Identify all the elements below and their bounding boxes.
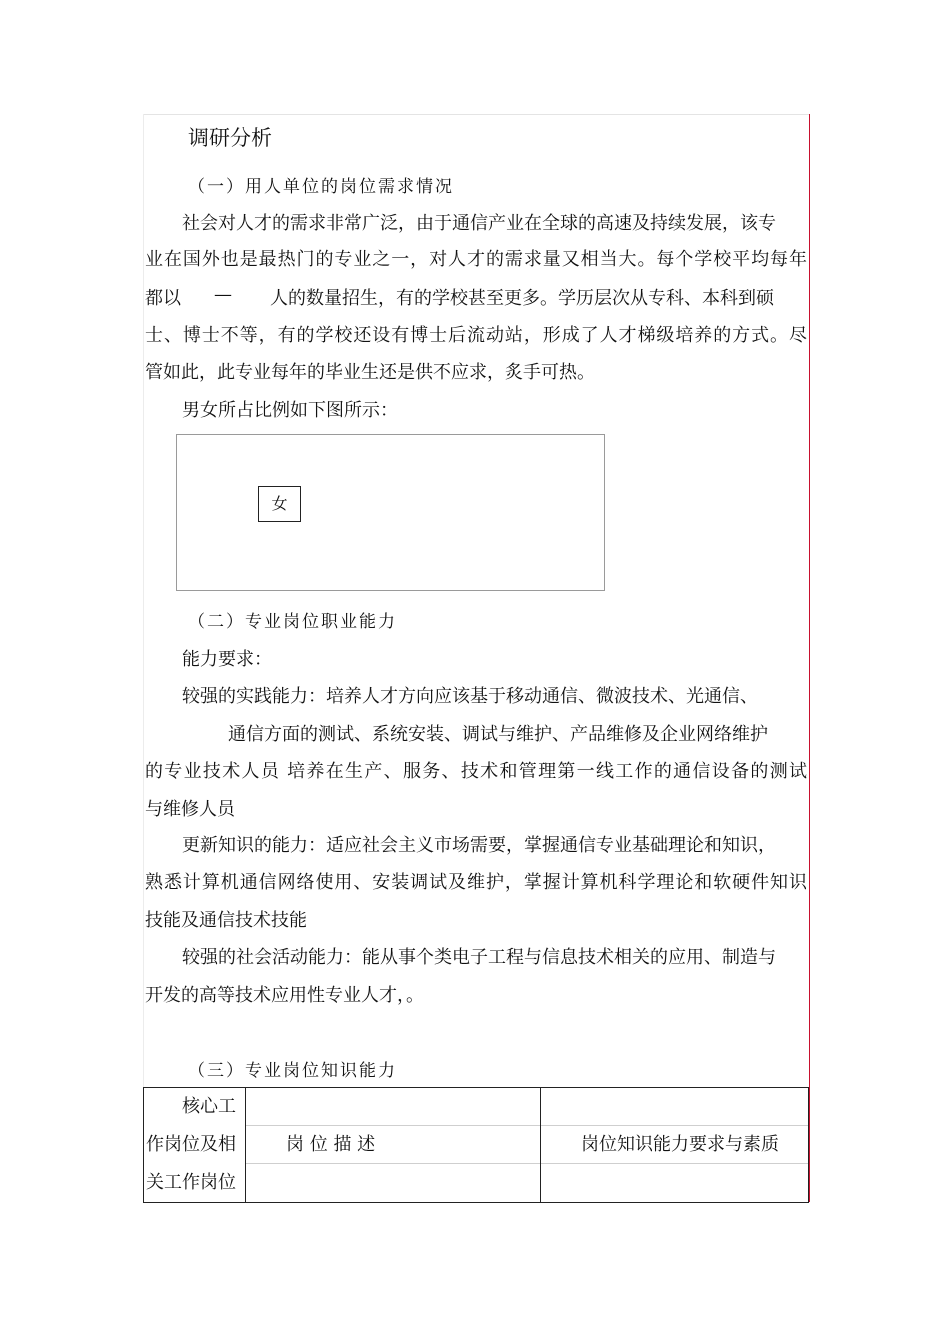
subsection-heading-2: （二）专业岗位职业能力 xyxy=(188,612,397,632)
position-description-label: 岗 位 描 述 xyxy=(246,1126,540,1164)
ability-requirement-label: 能力要求： xyxy=(182,649,272,670)
empty-subrow xyxy=(246,1164,540,1202)
page-frame-top xyxy=(143,114,809,115)
section-title: 调研分析 xyxy=(188,126,272,150)
practice-ability-line: 较强的实践能力：培养人才方向应该基于移动通信、微波技术、光通信、 xyxy=(182,686,758,707)
practice-ability-line: 通信方面的测试、系统安装、调试与维护、产品维修及企业网络维护 xyxy=(228,724,768,745)
core-position-header xyxy=(144,1088,246,1203)
paragraph-line-rest: 人的数量招生，有的学校甚至更多。学历层次从专科、本科到硕 xyxy=(270,288,774,309)
empty-subrow xyxy=(541,1164,808,1202)
knowledge-requirement-label: 岗位知识能力要求与素质 xyxy=(541,1126,808,1164)
paragraph-line: 管如此，此专业每年的毕业生还是供不应求，炙手可热。 xyxy=(145,362,595,383)
paragraph-line: 社会对人才的需求非常广泛，由于通信产业在全球的高速及持续发展，该专 xyxy=(182,213,776,234)
header-line: 核心工 xyxy=(182,1096,236,1117)
social-ability-line: 较强的社会活动能力：能从事个类电子工程与信息技术相关的应用、制造与 xyxy=(182,947,776,968)
paragraph-line: 士、博士不等，有的学校还设有博士后流动站，形成了人才梯级培养的方式。尽 xyxy=(145,325,807,346)
chart-legend-female: 女 xyxy=(258,486,301,522)
empty-subrow xyxy=(246,1088,540,1126)
paragraph-line-start: 都以 xyxy=(145,288,181,309)
update-ability-line: 技能及通信技术技能 xyxy=(145,910,307,931)
job-knowledge-table xyxy=(143,1087,809,1203)
position-description-header xyxy=(246,1088,541,1203)
knowledge-requirement-header xyxy=(541,1088,809,1203)
social-ability-line: 开发的高等技术应用性专业人才，。 xyxy=(145,985,424,1006)
page-frame-left xyxy=(143,114,144,1089)
paragraph-dash: — xyxy=(214,284,232,305)
chart-area xyxy=(176,434,605,591)
subsection-heading-1: （一）用人单位的岗位需求情况 xyxy=(188,177,454,197)
practice-ability-line: 与维修人员 xyxy=(145,799,235,820)
header-line: 关工作岗位 xyxy=(146,1172,236,1193)
header-line: 作岗位及相 xyxy=(146,1134,236,1155)
empty-subrow xyxy=(541,1088,808,1126)
chart-intro: 男女所占比例如下图所示： xyxy=(182,400,398,421)
practice-ability-line: 的专业技术人员 培养在生产、服务、技术和管理第一线工作的通信设备的测试 xyxy=(145,761,807,782)
page-margin-line xyxy=(809,114,810,1202)
update-ability-line: 更新知识的能力：适应社会主义市场需要，掌握通信专业基础理论和知识， xyxy=(182,835,776,856)
subsection-heading-3: （三）专业岗位知识能力 xyxy=(188,1061,397,1081)
update-ability-line: 熟悉计算机通信网络使用、安装调试及维护，掌握计算机科学理论和软硬件知识 xyxy=(145,872,807,893)
paragraph-line: 业在国外也是最热门的专业之一，对人才的需求量又相当大。每个学校平均每年 xyxy=(145,249,807,270)
